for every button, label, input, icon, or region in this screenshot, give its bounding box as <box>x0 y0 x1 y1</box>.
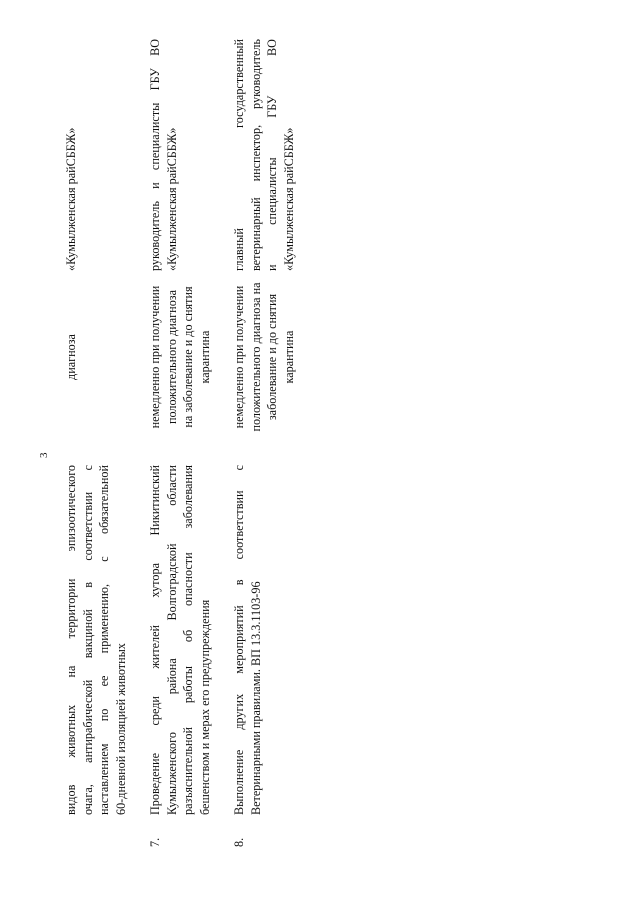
time-line: положительного диагноза на <box>248 282 263 432</box>
responsible-line: «Кумылженская райСББЖ» <box>164 127 179 271</box>
deadline-text <box>231 277 297 437</box>
time-line: заболевание и до снятия <box>265 293 279 421</box>
responsible-line: главный государственный <box>232 39 246 271</box>
text-line: очага, антирабической вакциной в соответствии с <box>80 465 95 815</box>
measure-text <box>231 465 264 815</box>
responsible-text <box>63 39 80 271</box>
text-line: Проведение среди жителей хутора Никитинский <box>148 465 162 815</box>
row-number: 8. <box>232 837 246 847</box>
time-line: на заболевание и до снятия <box>181 286 195 428</box>
text-line: Выполнение других мероприятий в соответствии с <box>232 465 246 815</box>
text-line: бешенством и мерах его предупреждения <box>197 599 212 815</box>
responsible-line: «Кумылженская райСББЖ» <box>64 127 78 271</box>
text-line: 60-дневной изоляцией животных <box>113 643 128 815</box>
responsible-line: ветеринарный инспектор, руководитель <box>248 39 263 271</box>
responsible-text <box>147 39 180 271</box>
measure-text <box>63 465 129 815</box>
time-line: карантина <box>281 330 296 384</box>
text-line: Кумылженского района Волгоградской области <box>164 465 179 815</box>
text-line: Ветеринарными правилами. ВП 13.3.1103-96 <box>248 581 263 815</box>
row-number: 7. <box>148 837 162 847</box>
time-line: немедленно при получении <box>148 285 162 429</box>
responsible-line: «Кумылженская райСББЖ» <box>281 127 296 271</box>
text-line: разъяснительной работы об опасности заболевания <box>181 465 195 815</box>
time-line: положительного диагноза <box>164 289 179 425</box>
responsible-text <box>231 39 297 271</box>
time-line: диагноза <box>64 334 78 380</box>
deadline-text <box>63 277 80 437</box>
page-number: 3 <box>38 452 50 458</box>
deadline-text <box>147 277 213 437</box>
time-line: немедленно при получении <box>232 285 246 429</box>
responsible-line: и специалисты ГБУ ВО <box>265 39 279 271</box>
measure-text <box>147 465 213 815</box>
text-line: видов животных на территории эпизоотического <box>64 465 78 815</box>
text-line: наставлением по ее применению, с обязательной <box>97 465 111 815</box>
responsible-line: руководитель и специалисты ГБУ ВО <box>148 39 162 271</box>
time-line: карантина <box>197 330 212 384</box>
